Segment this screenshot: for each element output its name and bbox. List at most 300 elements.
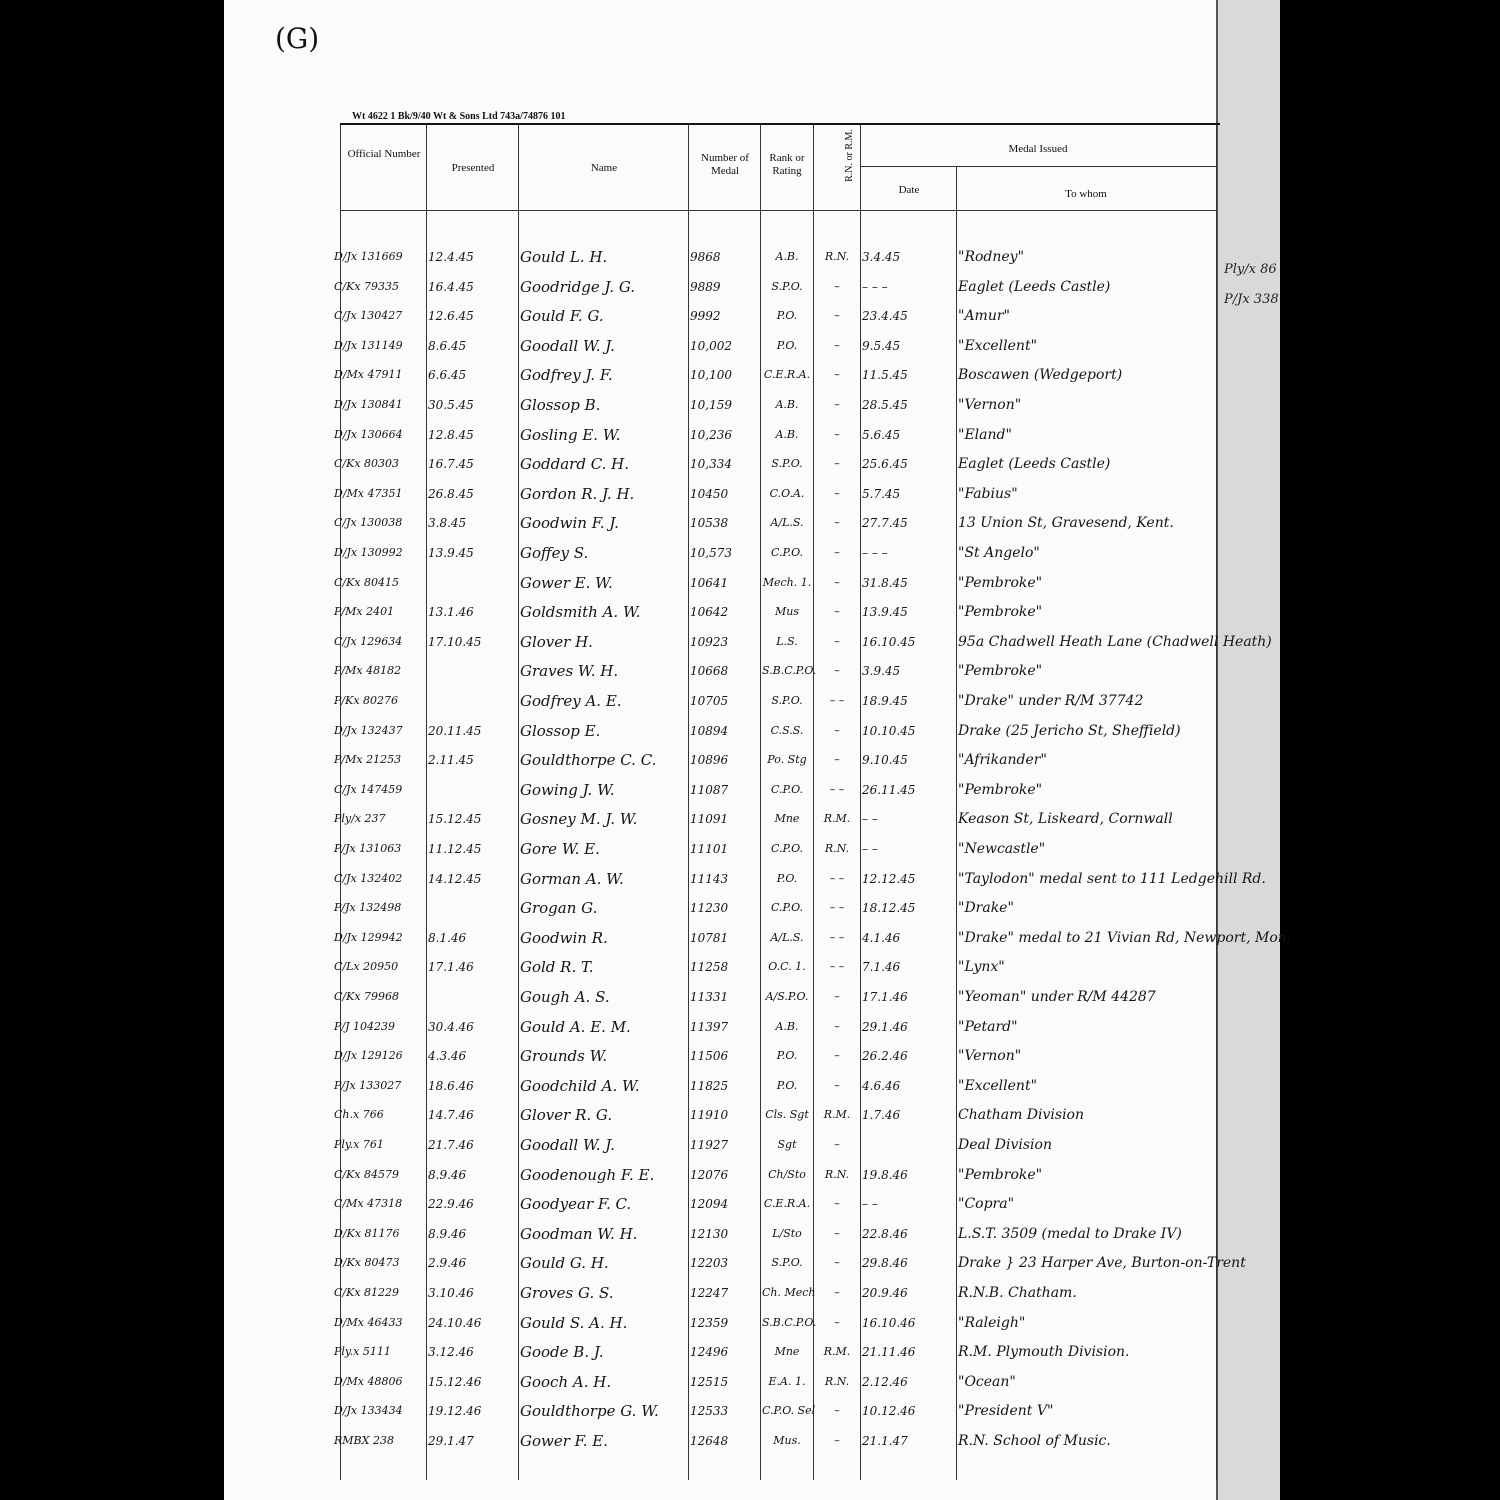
edge-note: P/Jx 338 [1224, 292, 1279, 307]
rank-cell: C.P.O. [770, 901, 804, 914]
medal-number-cell: 12130 [690, 1227, 729, 1241]
issue-date-cell: 20.9.46 [862, 1286, 908, 1300]
to-whom-cell: "Yeoman" under R/M 44287 [958, 989, 1156, 1005]
issue-date-cell: 5.7.45 [862, 487, 901, 501]
presented-cell: 11.12.45 [428, 842, 482, 856]
presented-cell: 29.1.47 [428, 1434, 474, 1448]
name-cell: Glossop B. [520, 396, 601, 414]
medal-number-cell: 10668 [690, 664, 729, 678]
presented-cell: 3.12.46 [428, 1345, 474, 1359]
table-row [0, 362, 1500, 388]
header-to-whom: To whom [1065, 188, 1107, 200]
official-number-cell: D/Jx 132437 [334, 724, 403, 737]
official-number-cell: P/J 104239 [334, 1020, 396, 1033]
header-presented: Presented [451, 162, 495, 174]
name-cell: Goodenough F. E. [520, 1166, 655, 1184]
rank-cell: L.S. [776, 635, 798, 648]
header-official-number: Official Number [347, 148, 421, 160]
rn-rm-cell: – [834, 280, 840, 293]
to-whom-cell: "Newcastle" [958, 841, 1046, 857]
name-cell: Gold R. T. [520, 958, 594, 976]
issue-date-cell: – – [862, 1197, 878, 1211]
rn-rm-cell: – – [829, 960, 845, 973]
rank-cell: A.B. [775, 428, 799, 441]
presented-cell: 8.9.46 [428, 1168, 467, 1182]
official-number-cell: C/Jx 129634 [334, 635, 403, 648]
rank-cell: C.P.O. [770, 546, 804, 559]
medal-number-cell: 10538 [690, 516, 729, 530]
table-row [0, 1191, 1500, 1217]
table-row [0, 392, 1500, 418]
issue-date-cell: 29.8.46 [862, 1256, 908, 1270]
rank-cell: C.E.R.A. [763, 1197, 811, 1210]
name-cell: Grounds W. [520, 1047, 608, 1065]
presented-cell: 24.10.46 [428, 1316, 482, 1330]
issue-date-cell: 9.10.45 [862, 753, 908, 767]
medal-number-cell: 10,002 [690, 339, 732, 353]
presented-cell: 8.1.46 [428, 931, 467, 945]
rank-cell: C.S.S. [770, 724, 804, 737]
rn-rm-cell: – [834, 753, 840, 766]
table-row [0, 1043, 1500, 1069]
official-number-cell: C/Mx 47318 [334, 1197, 403, 1210]
medal-number-cell: 12094 [690, 1197, 729, 1211]
name-cell: Goodridge J. G. [520, 278, 636, 296]
rn-rm-cell: – [834, 1138, 840, 1151]
table-row [0, 481, 1500, 507]
to-whom-cell: "Taylodon" medal sent to 111 Ledgehill Rd. [958, 871, 1266, 887]
issue-date-cell: 16.10.46 [862, 1316, 916, 1330]
to-whom-cell: "Lynx" [958, 959, 1005, 975]
name-cell: Groves G. S. [520, 1284, 614, 1302]
issue-date-cell: 4.6.46 [862, 1079, 901, 1093]
presented-cell: 22.9.46 [428, 1197, 474, 1211]
medal-number-cell: 9992 [690, 309, 721, 323]
table-row [0, 570, 1500, 596]
to-whom-cell: "Pembroke" [958, 1167, 1043, 1183]
to-whom-cell: Eaglet (Leeds Castle) [958, 279, 1111, 295]
presented-cell: 12.8.45 [428, 428, 474, 442]
medal-number-cell: 12515 [690, 1375, 729, 1389]
medal-number-cell: 12359 [690, 1316, 729, 1330]
official-number-cell: D/Jx 130841 [334, 398, 403, 411]
medal-number-cell: 9868 [690, 250, 721, 264]
rank-cell: Mus [775, 605, 799, 618]
presented-cell: 4.3.46 [428, 1049, 467, 1063]
official-number-cell: D/Mx 46433 [334, 1316, 403, 1329]
to-whom-cell: "Drake" [958, 900, 1014, 916]
rank-cell: C.P.O. [770, 783, 804, 796]
table-row [0, 1250, 1500, 1276]
medal-number-cell: 9889 [690, 280, 721, 294]
official-number-cell: D/Jx 129942 [334, 931, 403, 944]
official-number-cell: C/Kx 84579 [334, 1168, 400, 1181]
issue-date-cell: 5.6.45 [862, 428, 901, 442]
medal-number-cell: 11230 [690, 901, 729, 915]
rn-rm-cell: – [834, 398, 840, 411]
table-row [0, 984, 1500, 1010]
table-row [0, 1073, 1500, 1099]
issue-date-cell: – – [862, 842, 878, 856]
rn-rm-cell: – [834, 516, 840, 529]
rn-rm-cell: R.M. [823, 1345, 851, 1358]
medal-number-cell: 10705 [690, 694, 729, 708]
to-whom-cell: 95a Chadwell Heath Lane (Chadwell Heath) [958, 634, 1272, 650]
table-row [0, 1102, 1500, 1128]
to-whom-cell: "Vernon" [958, 397, 1022, 413]
issue-date-cell: – – – [862, 280, 888, 294]
header-medal-issued: Medal Issued [1008, 143, 1068, 155]
rank-cell: A.B. [775, 250, 799, 263]
header-rule [860, 166, 1216, 167]
presented-cell: 12.4.45 [428, 250, 474, 264]
presented-cell: 2.9.46 [428, 1256, 467, 1270]
presented-cell: 21.7.46 [428, 1138, 474, 1152]
rn-rm-cell: – [834, 1404, 840, 1417]
name-cell: Goffey S. [520, 544, 589, 562]
to-whom-cell: "Drake" under R/M 37742 [958, 693, 1144, 709]
official-number-cell: D/Jx 131149 [334, 339, 403, 352]
medal-number-cell: 10781 [690, 931, 729, 945]
issue-date-cell: 26.2.46 [862, 1049, 908, 1063]
rn-rm-cell: R.N. [824, 1168, 850, 1181]
name-cell: Gough A. S. [520, 988, 610, 1006]
name-cell: Gordon R. J. H. [520, 485, 635, 503]
to-whom-cell: "Excellent" [958, 1078, 1038, 1094]
to-whom-cell: R.N. School of Music. [958, 1433, 1111, 1449]
medal-number-cell: 12648 [690, 1434, 729, 1448]
official-number-cell: P/Mx 48182 [334, 664, 402, 677]
medal-number-cell: 10,334 [690, 457, 732, 471]
name-cell: Gould F. G. [520, 307, 604, 325]
rank-cell: P.O. [776, 872, 798, 885]
to-whom-cell: "Drake" medal to 21 Vivian Rd, Newport, Mon. [958, 930, 1292, 946]
rn-rm-cell: – [834, 605, 840, 618]
name-cell: Goodall W. J. [520, 1136, 615, 1154]
page-letter: (G) [275, 22, 320, 55]
name-cell: Gower F. E. [520, 1432, 608, 1450]
rn-rm-cell: R.M. [823, 812, 851, 825]
table-row [0, 599, 1500, 625]
official-number-cell: D/Jx 129126 [334, 1049, 403, 1062]
official-number-cell: D/Mx 47911 [334, 368, 403, 381]
official-number-cell: C/Lx 20950 [334, 960, 399, 973]
medal-number-cell: 11927 [690, 1138, 729, 1152]
official-number-cell: D/Jx 130664 [334, 428, 403, 441]
name-cell: Gooch A. H. [520, 1373, 612, 1391]
table-row [0, 333, 1500, 359]
official-number-cell: C/Jx 132402 [334, 872, 403, 885]
presented-cell: 17.1.46 [428, 960, 474, 974]
to-whom-cell: R.N.B. Chatham. [958, 1285, 1077, 1301]
issue-date-cell: 3.4.45 [862, 250, 901, 264]
to-whom-cell: "Afrikander" [958, 752, 1047, 768]
rn-rm-cell: R.N. [824, 842, 850, 855]
name-cell: Gould G. H. [520, 1254, 609, 1272]
table-row [0, 244, 1500, 270]
to-whom-cell: Drake (25 Jericho St, Sheffield) [958, 723, 1181, 739]
rank-cell: A/S.P.O. [765, 990, 809, 1003]
medal-number-cell: 12203 [690, 1256, 729, 1270]
medal-number-cell: 10,236 [690, 428, 732, 442]
official-number-cell: P/Jx 132498 [334, 901, 402, 914]
issue-date-cell: 4.1.46 [862, 931, 901, 945]
rank-cell: S.P.O. [771, 694, 803, 707]
rank-cell: S.B.C.P.O. [762, 664, 817, 677]
presented-cell: 12.6.45 [428, 309, 474, 323]
rn-rm-cell: – [834, 576, 840, 589]
rank-cell: Mech. 1. [762, 576, 812, 589]
rank-cell: C.P.O. Sel [762, 1404, 816, 1417]
official-number-cell: C/Jx 130427 [334, 309, 403, 322]
medal-number-cell: 12496 [690, 1345, 729, 1359]
name-cell: Goode B. J. [520, 1343, 604, 1361]
name-cell: Goodall W. J. [520, 337, 615, 355]
medal-number-cell: 11258 [690, 960, 729, 974]
issue-date-cell: 3.9.45 [862, 664, 901, 678]
name-cell: Goodwin R. [520, 929, 608, 947]
presented-cell: 18.6.46 [428, 1079, 474, 1093]
name-cell: Glover H. [520, 633, 593, 651]
rn-rm-cell: – [834, 546, 840, 559]
to-whom-cell: "Ocean" [958, 1374, 1016, 1390]
table-row [0, 451, 1500, 477]
name-cell: Goldsmith A. W. [520, 603, 641, 621]
name-cell: Goodyear F. C. [520, 1195, 632, 1213]
issue-date-cell: 7.1.46 [862, 960, 901, 974]
rn-rm-cell: R.N. [824, 1375, 850, 1388]
table-row [0, 1280, 1500, 1306]
name-cell: Godfrey A. E. [520, 692, 622, 710]
official-number-cell: Ch.x 766 [334, 1108, 384, 1121]
table-row [0, 1221, 1500, 1247]
presented-cell: 2.11.45 [428, 753, 474, 767]
presented-cell: 14.7.46 [428, 1108, 474, 1122]
official-number-cell: C/Kx 80303 [334, 457, 400, 470]
to-whom-cell: "Excellent" [958, 338, 1038, 354]
rank-cell: Mne [774, 1345, 800, 1358]
medal-number-cell: 11091 [690, 812, 729, 826]
official-number-cell: C/Kx 80415 [334, 576, 400, 589]
issue-date-cell: 17.1.46 [862, 990, 908, 1004]
rn-rm-cell: – [834, 368, 840, 381]
issue-date-cell: 21.1.47 [862, 1434, 908, 1448]
medal-number-cell: 12533 [690, 1404, 729, 1418]
presented-cell: 6.6.45 [428, 368, 467, 382]
official-number-cell: RMBX 238 [334, 1434, 394, 1447]
name-cell: Goodman W. H. [520, 1225, 638, 1243]
header-rn-or-rm: R.N. or R.M. [843, 129, 855, 182]
medal-number-cell: 10923 [690, 635, 729, 649]
rn-rm-cell: – – [829, 931, 845, 944]
to-whom-cell: R.M. Plymouth Division. [958, 1344, 1130, 1360]
table-row [0, 510, 1500, 536]
header-rule [340, 210, 1216, 211]
official-number-cell: Ply.x 5111 [334, 1345, 391, 1358]
official-number-cell: C/Kx 81229 [334, 1286, 400, 1299]
name-cell: Grogan G. [520, 899, 598, 917]
official-number-cell: Ply/x 237 [334, 812, 386, 825]
name-cell: Gouldthorpe G. W. [520, 1402, 659, 1420]
rank-cell: P.O. [776, 339, 798, 352]
table-row [0, 422, 1500, 448]
table-row [0, 658, 1500, 684]
issue-date-cell: 22.8.46 [862, 1227, 908, 1241]
presented-cell: 8.6.45 [428, 339, 467, 353]
name-cell: Glossop E. [520, 722, 601, 740]
rn-rm-cell: R.M. [823, 1108, 851, 1121]
to-whom-cell: "Amur" [958, 308, 1010, 324]
issue-date-cell: 23.4.45 [862, 309, 908, 323]
official-number-cell: D/Jx 133434 [334, 1404, 403, 1417]
to-whom-cell: "Copra" [958, 1196, 1015, 1212]
presented-cell: 3.8.45 [428, 516, 467, 530]
issue-date-cell: 21.11.46 [862, 1345, 916, 1359]
presented-cell: 15.12.45 [428, 812, 482, 826]
issue-date-cell: 9.5.45 [862, 339, 901, 353]
medal-number-cell: 10894 [690, 724, 729, 738]
rn-rm-cell: – [834, 457, 840, 470]
official-number-cell: P/Jx 131063 [334, 842, 402, 855]
rn-rm-cell: – [834, 1434, 840, 1447]
to-whom-cell: L.S.T. 3509 (medal to Drake IV) [958, 1226, 1182, 1242]
rank-cell: O.C. 1. [768, 960, 806, 973]
to-whom-cell: Chatham Division [958, 1107, 1084, 1123]
to-whom-cell: "St Angelo" [958, 545, 1040, 561]
name-cell: Glover R. G. [520, 1106, 613, 1124]
to-whom-cell: "Fabius" [958, 486, 1018, 502]
official-number-cell: P/Mx 2401 [334, 605, 395, 618]
name-cell: Graves W. H. [520, 662, 619, 680]
official-number-cell: D/Mx 47351 [334, 487, 403, 500]
printer-imprint: Wt 4622 1 Bk/9/40 Wt & Sons Ltd 743a/74876 101 [352, 111, 566, 122]
rn-rm-cell: – – [829, 783, 845, 796]
rank-cell: C.P.O. [770, 842, 804, 855]
issue-date-cell: 18.9.45 [862, 694, 908, 708]
rank-cell: L/Sto [772, 1227, 802, 1240]
medal-number-cell: 10641 [690, 576, 729, 590]
issue-date-cell: 19.8.46 [862, 1168, 908, 1182]
issue-date-cell: 2.12.46 [862, 1375, 908, 1389]
official-number-cell: Ply.x 761 [334, 1138, 384, 1151]
issue-date-cell: 25.6.45 [862, 457, 908, 471]
to-whom-cell: Deal Division [958, 1137, 1052, 1153]
rank-cell: S.P.O. [771, 457, 803, 470]
rn-rm-cell: – [834, 428, 840, 441]
name-cell: Goddard C. H. [520, 455, 630, 473]
rn-rm-cell: – [834, 309, 840, 322]
header-rank-or-rating: Rank or Rating [769, 152, 805, 177]
medal-number-cell: 11087 [690, 783, 729, 797]
edge-note: Ply/x 86 [1224, 262, 1277, 277]
official-number-cell: D/Mx 48806 [334, 1375, 403, 1388]
table-row [0, 895, 1500, 921]
to-whom-cell: "Pembroke" [958, 575, 1043, 591]
medal-number-cell: 10,573 [690, 546, 732, 560]
medal-number-cell: 11825 [690, 1079, 729, 1093]
rn-rm-cell: – [834, 1197, 840, 1210]
rank-cell: S.P.O. [771, 280, 803, 293]
presented-cell: 30.4.46 [428, 1020, 474, 1034]
table-row [0, 629, 1500, 655]
rank-cell: E.A. 1. [768, 1375, 806, 1388]
rn-rm-cell: – [834, 339, 840, 352]
to-whom-cell: Boscawen (Wedgeport) [958, 367, 1123, 383]
rank-cell: P.O. [776, 1079, 798, 1092]
table-row [0, 1428, 1500, 1454]
name-cell: Gosling E. W. [520, 426, 621, 444]
presented-cell: 14.12.45 [428, 872, 482, 886]
medal-number-cell: 10450 [690, 487, 729, 501]
rn-rm-cell: – [834, 487, 840, 500]
medal-number-cell: 10,100 [690, 368, 732, 382]
to-whom-cell: "Eland" [958, 427, 1012, 443]
table-row [0, 1310, 1500, 1336]
table-row [0, 806, 1500, 832]
presented-cell: 17.10.45 [428, 635, 482, 649]
official-number-cell: D/Jx 130992 [334, 546, 403, 559]
to-whom-cell: "Rodney" [958, 249, 1025, 265]
presented-cell: 30.5.45 [428, 398, 474, 412]
table-row [0, 1162, 1500, 1188]
top-rule [340, 123, 1220, 125]
to-whom-cell: "Petard" [958, 1019, 1018, 1035]
name-cell: Gould L. H. [520, 248, 608, 266]
rank-cell: P.O. [776, 1049, 798, 1062]
issue-date-cell: 1.7.46 [862, 1108, 901, 1122]
table-row [0, 1339, 1500, 1365]
rank-cell: Ch/Sto [768, 1168, 806, 1181]
name-cell: Gowing J. W. [520, 781, 615, 799]
name-cell: Gosney M. J. W. [520, 810, 638, 828]
rn-rm-cell: – [834, 635, 840, 648]
table-row [0, 1132, 1500, 1158]
official-number-cell: P/Mx 21253 [334, 753, 402, 766]
rank-cell: P.O. [776, 309, 798, 322]
rn-rm-cell: – [834, 1049, 840, 1062]
official-number-cell: C/Jx 130038 [334, 516, 403, 529]
issue-date-cell: – – – [862, 546, 888, 560]
rank-cell: C.E.R.A. [763, 368, 811, 381]
table-row [0, 866, 1500, 892]
presented-cell: 13.1.46 [428, 605, 474, 619]
table-row [0, 925, 1500, 951]
official-number-cell: D/Jx 131669 [334, 250, 403, 263]
rn-rm-cell: – [834, 1079, 840, 1092]
to-whom-cell: 13 Union St, Gravesend, Kent. [958, 515, 1174, 531]
presented-cell: 15.12.46 [428, 1375, 482, 1389]
presented-cell: 16.4.45 [428, 280, 474, 294]
presented-cell: 19.12.46 [428, 1404, 482, 1418]
to-whom-cell: "President V" [958, 1403, 1054, 1419]
medal-number-cell: 11910 [690, 1108, 729, 1122]
table-row [0, 274, 1500, 300]
presented-cell: 3.10.46 [428, 1286, 474, 1300]
rank-cell: A.B. [775, 1020, 799, 1033]
official-number-cell: C/Kx 79335 [334, 280, 400, 293]
to-whom-cell: "Pembroke" [958, 604, 1043, 620]
header-name: Name [590, 162, 618, 174]
table-row [0, 1398, 1500, 1424]
rn-rm-cell: – [834, 1286, 840, 1299]
name-cell: Gower E. W. [520, 574, 613, 592]
rank-cell: Mne [774, 812, 800, 825]
name-cell: Goodwin F. J. [520, 514, 619, 532]
issue-date-cell: 11.5.45 [862, 368, 908, 382]
medal-number-cell: 11143 [690, 872, 729, 886]
rn-rm-cell: – [834, 664, 840, 677]
rn-rm-cell: – [834, 990, 840, 1003]
